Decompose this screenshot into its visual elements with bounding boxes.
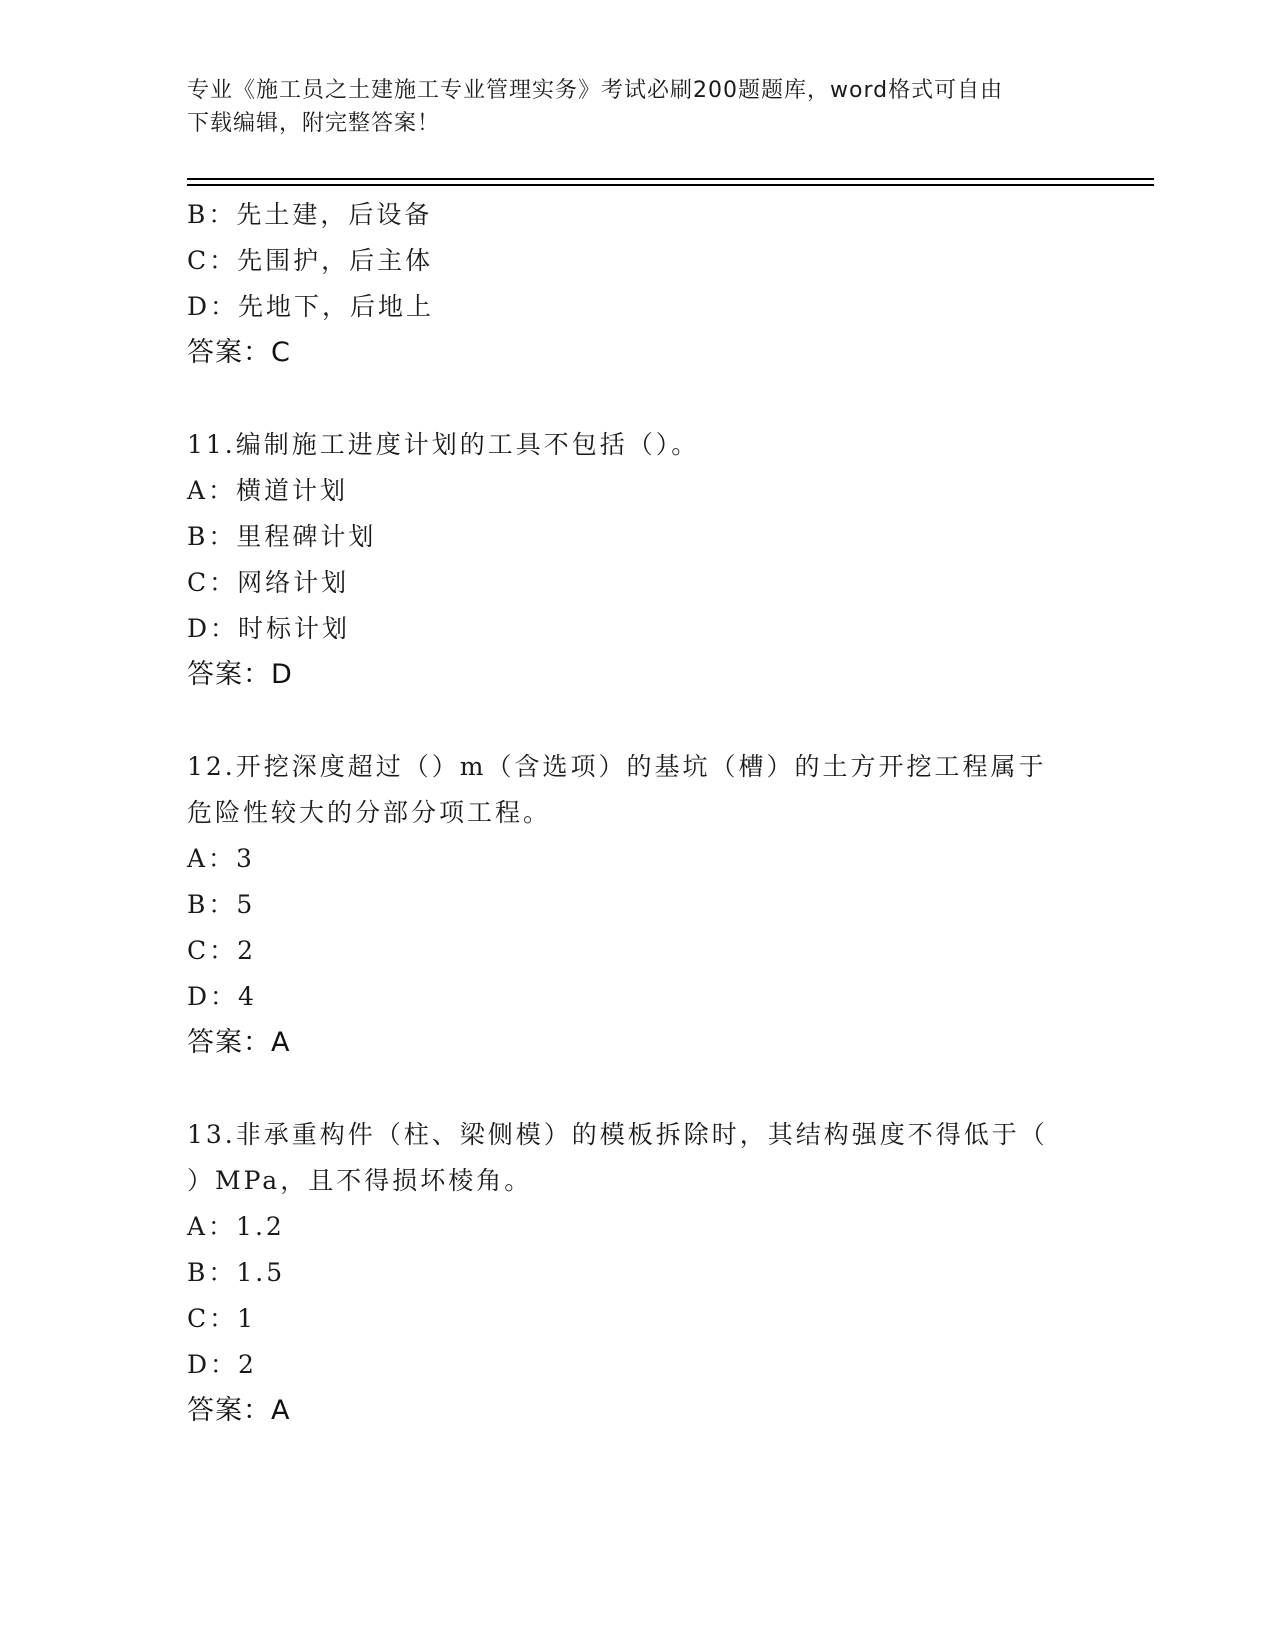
- option-a: A：1.2: [187, 1212, 285, 1241]
- spacer: [187, 698, 1087, 744]
- answer: 答案：C: [187, 337, 291, 368]
- answer: 答案：D: [187, 659, 293, 690]
- option-c: C：1: [187, 1304, 257, 1333]
- header-divider-bottom: [187, 184, 1154, 186]
- option-d: D：先地下，后地上: [187, 292, 435, 321]
- spacer: [187, 1066, 1087, 1112]
- answer: 答案：A: [187, 1027, 291, 1058]
- question-12: [187, 744, 1087, 1066]
- header-line-1: 专业《施工员之土建施工专业管理实务》考试必刷200题题库，word格式可自由: [187, 78, 1004, 103]
- question-stem: 11.编制施工进度计划的工具不包括（）。: [187, 430, 700, 459]
- question-stem-line-1: 13.非承重构件（柱、梁侧模）的模板拆除时，其结构强度不得低于（: [187, 1120, 1048, 1149]
- question-11: [187, 422, 1087, 698]
- document-header: [187, 74, 1087, 140]
- option-a: A：横道计划: [187, 476, 349, 505]
- spacer: [187, 376, 1087, 422]
- question-10: [187, 192, 1087, 376]
- option-d: D：时标计划: [187, 614, 351, 643]
- question-stem-line-2: 危险性较大的分部分项工程。: [187, 798, 552, 827]
- option-c: C：先围护，后主体: [187, 246, 434, 275]
- question-13: [187, 1112, 1087, 1434]
- option-c: C：2: [187, 936, 257, 965]
- option-a: A：3: [187, 844, 255, 873]
- question-stem-line-1: 12.开挖深度超过（）m（含选项）的基坑（槽）的土方开挖工程属于: [187, 752, 1047, 781]
- option-d: D：4: [187, 982, 257, 1011]
- header-divider-top: [187, 178, 1154, 180]
- option-b: B：里程碑计划: [187, 522, 377, 551]
- option-b: B：1.5: [187, 1258, 286, 1287]
- option-d: D：2: [187, 1350, 257, 1379]
- answer: 答案：A: [187, 1395, 291, 1426]
- question-stem-line-2: ）MPa，且不得损坏棱角。: [187, 1166, 533, 1195]
- header-line-2: 下载编辑，附完整答案！: [187, 111, 441, 136]
- question-list: [187, 192, 1087, 1434]
- option-c: C：网络计划: [187, 568, 350, 597]
- option-b: B：5: [187, 890, 256, 919]
- option-b: B：先土建，后设备: [187, 200, 433, 229]
